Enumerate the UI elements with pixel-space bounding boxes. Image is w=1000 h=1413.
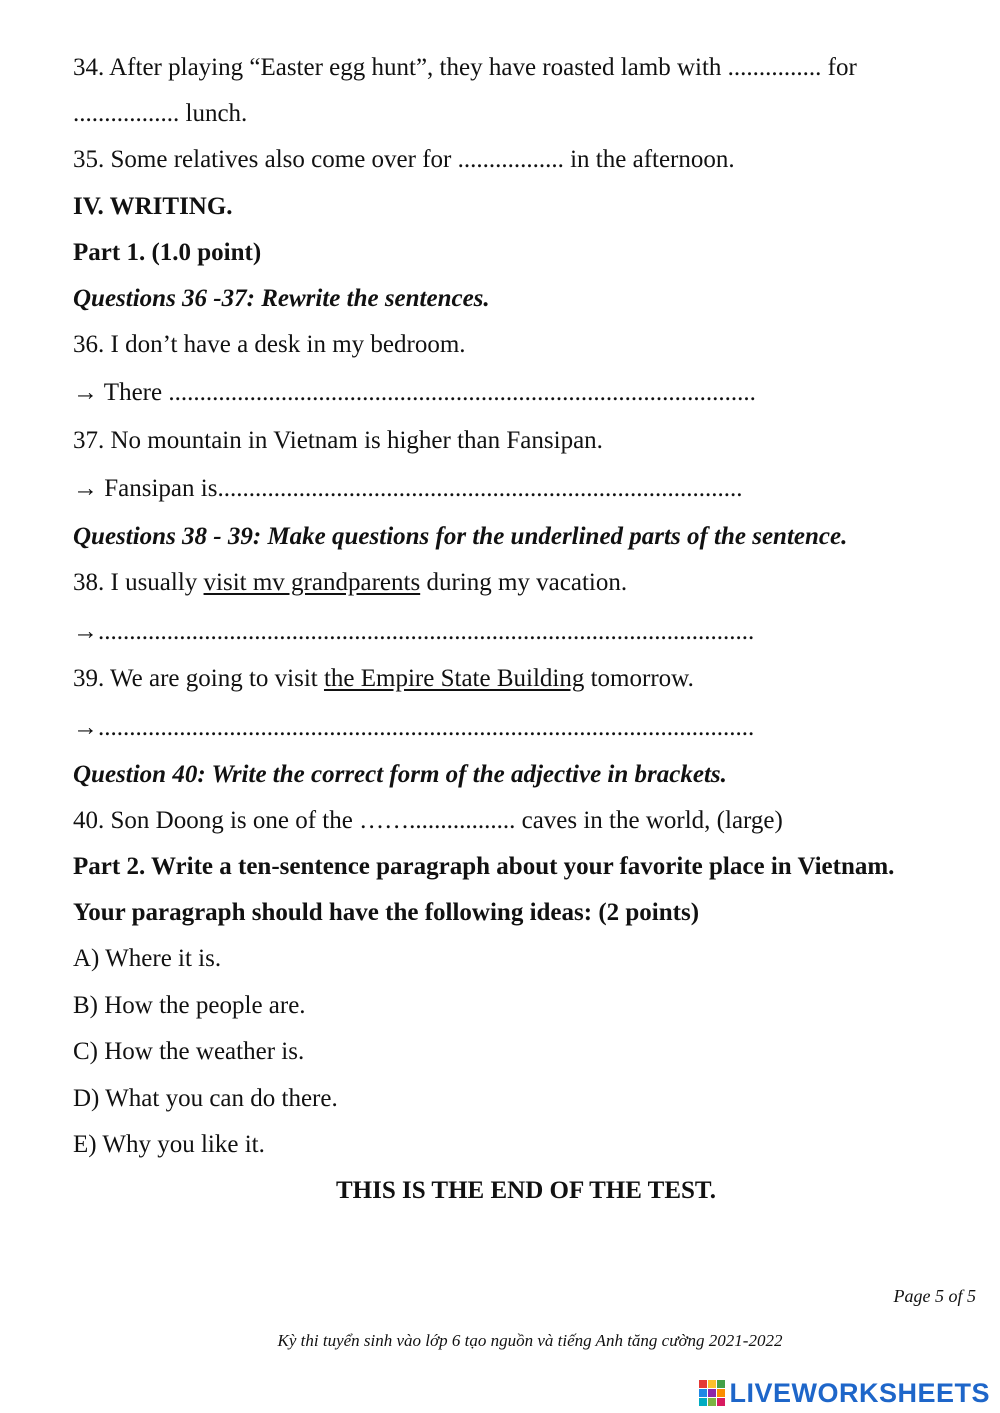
question-38-pre: 38. I usually bbox=[73, 569, 204, 596]
question-36: 36. I don’t have a desk in my bedroom. bbox=[73, 331, 466, 358]
question-38-underlined: visit mv grandparents bbox=[203, 569, 421, 596]
question-40[interactable]: 40. Son Doong is one of the ……................. caves in the world, (large) bbox=[73, 807, 783, 834]
question-39-pre: 39. We are going to visit bbox=[73, 665, 324, 692]
question-38 bbox=[73, 568, 627, 598]
instruction-36-37: Questions 36 -37: Rewrite the sentences. bbox=[73, 285, 490, 312]
question-37: 37. No mountain in Vietnam is higher than Fansipan. bbox=[73, 427, 603, 454]
question-34: 34. After playing “Easter egg hunt”, they have roasted lamb with ............... for bbox=[73, 54, 857, 81]
question-39-post: tomorrow. bbox=[584, 665, 694, 692]
question-39 bbox=[73, 664, 694, 694]
part2-heading-line1: Part 2. Write a ten-sentence paragraph about your favorite place in Vietnam. bbox=[73, 853, 895, 880]
answer-36[interactable]: → There .............................................................................................. bbox=[73, 379, 756, 406]
question-34-continued: ................. lunch. bbox=[73, 100, 248, 127]
liveworksheets-brand[interactable] bbox=[699, 1376, 990, 1410]
idea-b: B) How the people are. bbox=[73, 992, 306, 1019]
question-35: 35. Some relatives also come over for ................. in the afternoon. bbox=[73, 146, 735, 173]
page-number: Page 5 of 5 bbox=[893, 1286, 976, 1306]
instruction-38-39: Questions 38 - 39: Make questions for the underlined parts of the sentence. bbox=[73, 523, 848, 550]
liveworksheets-wordmark: LIVEWORKSHEETS bbox=[729, 1377, 990, 1408]
question-38-post: during my vacation. bbox=[420, 569, 628, 596]
idea-a: A) Where it is. bbox=[73, 945, 222, 972]
instruction-40: Question 40: Write the correct form of the adjective in brackets. bbox=[73, 761, 727, 788]
answer-37[interactable]: → Fansipan is.................................................................................... bbox=[73, 475, 743, 502]
liveworksheets-logo-icon bbox=[699, 1380, 725, 1406]
question-39-underlined: the Empire State Building bbox=[323, 665, 585, 692]
idea-d: D) What you can do there. bbox=[73, 1085, 338, 1112]
footer-title: Kỳ thi tuyển sinh vào lớp 6 tạo nguồn và tiếng Anh tăng cường 2021-2022 bbox=[277, 1331, 783, 1350]
idea-e: E) Why you like it. bbox=[73, 1131, 265, 1158]
part1-heading: Part 1. (1.0 point) bbox=[73, 239, 262, 266]
end-of-test: THIS IS THE END OF THE TEST. bbox=[335, 1177, 717, 1204]
idea-c: C) How the weather is. bbox=[73, 1038, 305, 1065]
part2-heading-line2: Your paragraph should have the following ideas: (2 points) bbox=[73, 899, 700, 926]
section-heading: IV. WRITING. bbox=[73, 193, 233, 220]
answer-39[interactable]: →......................................................................................................... bbox=[73, 714, 755, 741]
answer-38[interactable]: →......................................................................................................... bbox=[73, 618, 755, 645]
